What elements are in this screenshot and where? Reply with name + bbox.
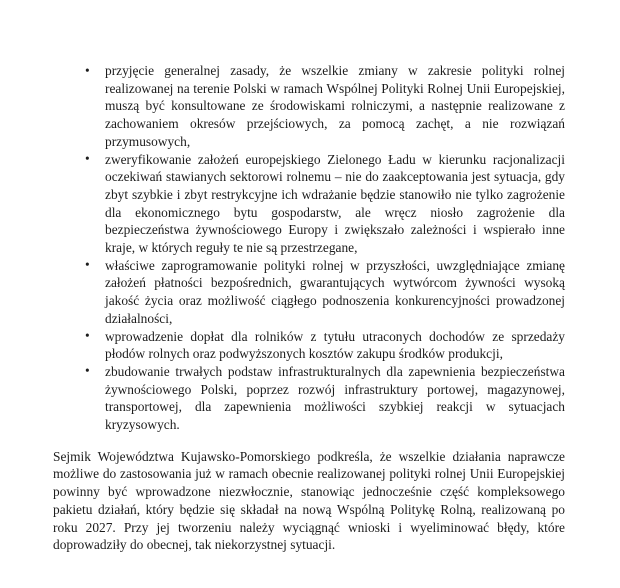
bullet-text: zbudowanie trwałych podstaw infrastrukturalnych dla zapewnienia bezpieczeństwa żywnościowego Polski, poprzez rozwój infrastruktury portowej, magazynowej, transportowej, dla zapewnienia możliwości szybkiej reakcji w sytuacjach kryzysowych. xyxy=(105,363,565,433)
bullet-item xyxy=(85,328,565,363)
bullet-marker-icon: • xyxy=(85,363,90,379)
bullet-item xyxy=(85,257,565,328)
document-content xyxy=(53,62,565,554)
bullet-list xyxy=(53,62,565,434)
bullet-text: przyjęcie generalnej zasady, że wszelkie zmiany w zakresie polityki rolnej realizowanej na terenie Polski w ramach Wspólnej Polityki Rolnej Unii Europejskiej, muszą być konsultowane ze środowiskami rolniczymi, a następnie realizowane z zachowaniem okresów przejściowych, za pomocą zachęt, a nie rozwiązań przymusowych, xyxy=(105,63,565,149)
closing-paragraph: Sejmik Województwa Kujawsko-Pomorskiego podkreśla, że wszelkie działania naprawcze możliwe do zastosowania już w ramach obecnie realizowanej polityki rolnej Unii Europejskiej powinny być wprowadzone niezwłocznie, stanowiąc jednocześnie część kompleksowego pakietu działań, który będzie się składał na nową Wspólną Politykę Rolną, realizowaną po roku 2027. Przy jej tworzeniu należy wyciągnąć wnioski i wyeliminować błędy, które doprowadziły do obecnej, tak niekorzystnej sytuacji. xyxy=(53,448,565,553)
bullet-text: zweryfikowanie założeń europejskiego Zielonego Ładu w kierunku racjonalizacji oczekiwań stawianych sektorowi rolnemu – nie do zaakceptowania jest sytuacja, gdy zbyt szybkie i zbyt restrykcyjne ich wdrażanie będzie stanowiło nie tylko zagrożenie dla ekonomicznego bytu gospodarstw, ale wręcz niosło zagrożenie dla bezpieczeństwa żywnościowego Europy i zwiększało zależności i wspierało inne kraje, w których reguły te nie są przestrzegane, xyxy=(105,151,565,256)
bullet-marker-icon: • xyxy=(85,257,90,273)
bullet-item xyxy=(85,151,565,257)
bullet-item xyxy=(85,62,565,151)
bullet-text: właściwe zaprogramowanie polityki rolnej w przyszłości, uwzględniające zmianę założeń płatności bezpośrednich, gwarantujących wytwórcom żywności wysoką jakość życia oraz możliwość ciągłego podnoszenia konkurencyjności prowadzonej działalności, xyxy=(105,257,565,326)
bullet-marker-icon: • xyxy=(85,151,90,167)
bullet-marker-icon: • xyxy=(85,328,90,344)
bullet-item xyxy=(85,363,565,434)
bullet-text: wprowadzenie dopłat dla rolników z tytułu utraconych dochodów ze sprzedaży płodów rolnych oraz podwyższonych kosztów zakupu środków produkcji, xyxy=(105,328,565,362)
bullet-marker-icon: • xyxy=(85,62,90,78)
